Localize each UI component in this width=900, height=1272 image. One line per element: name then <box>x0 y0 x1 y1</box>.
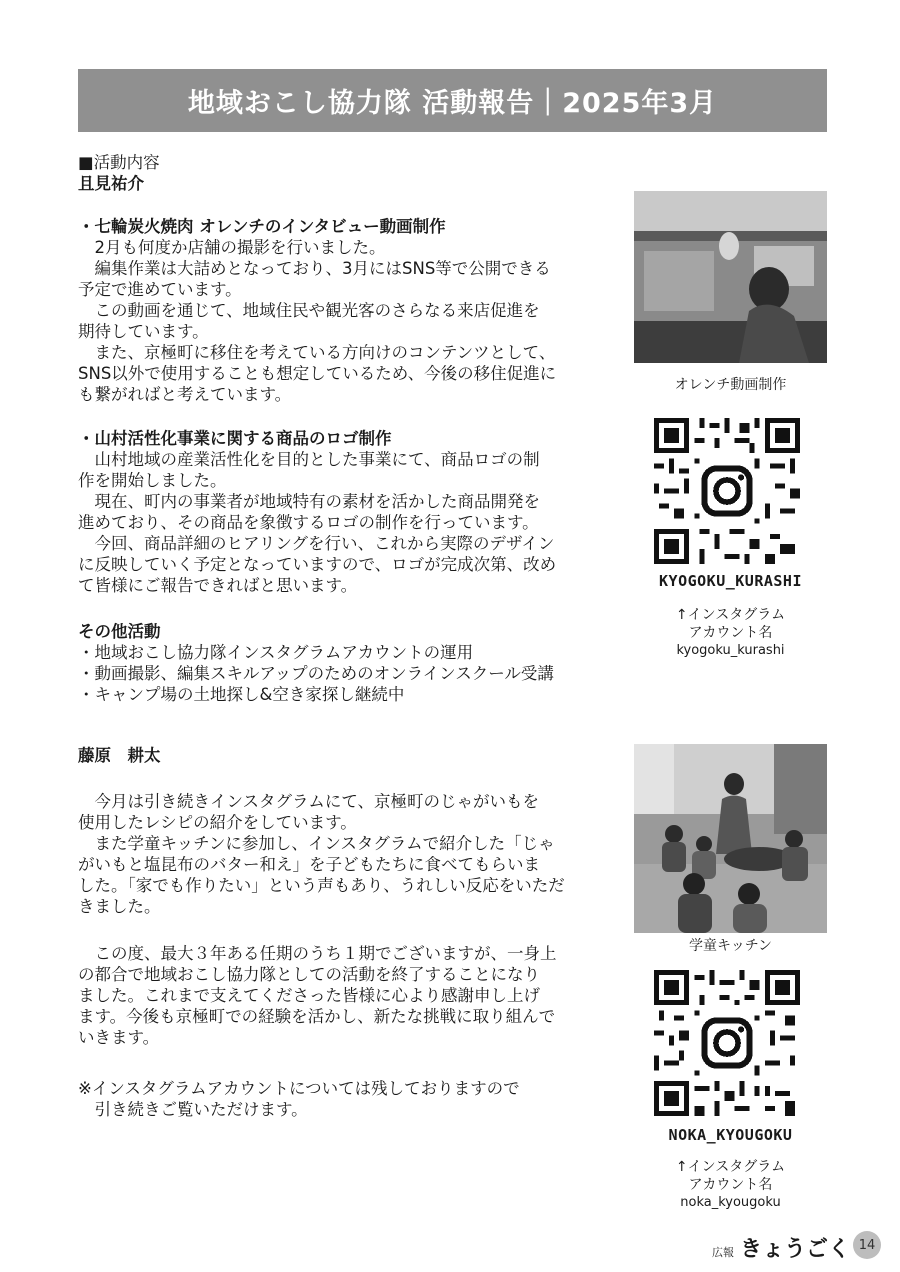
qr-caption-line: ↑インスタグラム <box>675 607 786 623</box>
para1-line: きました。 <box>78 897 161 916</box>
other-activity-item: ・動画撮影、編集スキルアップのためのオンラインスクール受講 <box>78 664 554 683</box>
photo-caption-2: 学童キッチン <box>688 938 773 954</box>
item2-line: て皆様にご報告できればと思います。 <box>78 576 358 595</box>
para2-line: の都合で地域おこし協力隊としての活動を終了することになり <box>78 965 540 984</box>
page-number: 14 <box>853 1231 881 1259</box>
item1-line: 期待しています。 <box>78 322 209 341</box>
note-line: 引き続きご覧いただけます。 <box>78 1100 308 1119</box>
item1-line: この動画を通じて、地域住民や観光客のさらなる来店促進を <box>78 301 540 320</box>
item1-line: また、京極町に移住を考えている方向けのコンテンツとして、 <box>78 343 556 362</box>
item1-line: も繋がればと考えています。 <box>78 385 292 404</box>
item1-title: ・七輪炭火焼肉 オレンチのインタビュー動画制作 <box>78 217 446 236</box>
para2-line: ました。これまで支えてくださった皆様に心より感謝申し上げ <box>78 986 540 1005</box>
item1-line: 予定で進めています。 <box>78 280 242 299</box>
instagram-handle-1: KYOGOKU_KURASHI <box>659 572 802 590</box>
oren-video-photo <box>634 191 827 363</box>
note-line: ※インスタグラムアカウントについては残しておりますので <box>78 1079 520 1098</box>
para2-line: この度、最大３年ある任期のうち１期でございますが、一身上 <box>78 944 557 963</box>
publication-logo <box>712 1232 850 1263</box>
para1-line: 使用したレシピの紹介をしています。 <box>78 813 357 832</box>
item2-line: 進めており、その商品を象徴するロゴの制作を行っています。 <box>78 513 539 532</box>
qr-caption-account: noka_kyougoku <box>680 1195 781 1210</box>
section-heading: ■活動内容 <box>78 153 160 172</box>
item2-title: ・山村活性化事業に関する商品のロゴ制作 <box>78 429 392 448</box>
para1-line: した。「家でも作りたい」という声もあり、うれしい反応をいただ <box>78 876 565 895</box>
qr-code-noka[interactable] <box>654 970 800 1116</box>
para2-line: ます。今後も京極町での経験を活かし、新たな挑戦に取り組んで <box>78 1007 556 1026</box>
qr-code-kyogoku[interactable] <box>654 418 800 564</box>
qr-caption-line: アカウント名 <box>688 1177 773 1193</box>
other-activities-title: その他活動 <box>78 622 161 641</box>
item1-line: 2月も何度か店舗の撮影を行いました。 <box>78 238 386 257</box>
item2-line: 作を開始しました。 <box>78 471 227 490</box>
para1-line: 今月は引き続きインスタグラムにて、京極町のじゃがいもを <box>78 792 540 811</box>
instagram-handle-2: NOKA_KYOUGOKU <box>668 1126 793 1144</box>
item2-line: 今回、商品詳細のヒアリングを行い、これから実際のデザイン <box>78 534 555 553</box>
other-activity-item: ・キャンプ場の土地探し&空き家探し継続中 <box>78 685 405 704</box>
qr-caption-line: ↑インスタグラム <box>675 1159 786 1175</box>
publication-logo-prefix: 広報 <box>712 1246 734 1259</box>
qr-caption-account: kyogoku_kurashi <box>676 643 785 658</box>
para1-line: がいもと塩昆布のバター和え」を子どもたちに食べてもらいま <box>78 855 540 874</box>
para2-line: いきます。 <box>78 1028 160 1047</box>
photo-caption-1: オレンチ動画制作 <box>674 377 787 393</box>
author-name-1: 且見祐介 <box>78 174 144 193</box>
para1-line: また学童キッチンに参加し、インスタグラムで紹介した「じゃ <box>78 834 555 853</box>
kids-kitchen-photo <box>634 744 827 933</box>
item2-line: 山村地域の産業活性化を目的とした事業にて、商品ロゴの制 <box>78 450 540 469</box>
other-activity-item: ・地域おこし協力隊インスタグラムアカウントの運用 <box>78 643 474 662</box>
page-title: 地域おこし協力隊 活動報告｜2025年3月 <box>78 69 827 132</box>
author-name-2: 藤原 耕太 <box>78 746 161 765</box>
qr-caption-line: アカウント名 <box>688 625 773 641</box>
item1-line: 編集作業は大詰めとなっており、3月にはSNS等で公開できる <box>78 259 551 278</box>
publication-logo-brand: きょうごく <box>740 1237 851 1262</box>
item2-line: に反映していく予定となっていますので、ロゴが完成次第、改め <box>78 555 557 574</box>
item1-line: SNS以外で使用することも想定しているため、今後の移住促進に <box>78 364 557 383</box>
item2-line: 現在、町内の事業者が地域特有の素材を活かした商品開発を <box>78 492 540 511</box>
